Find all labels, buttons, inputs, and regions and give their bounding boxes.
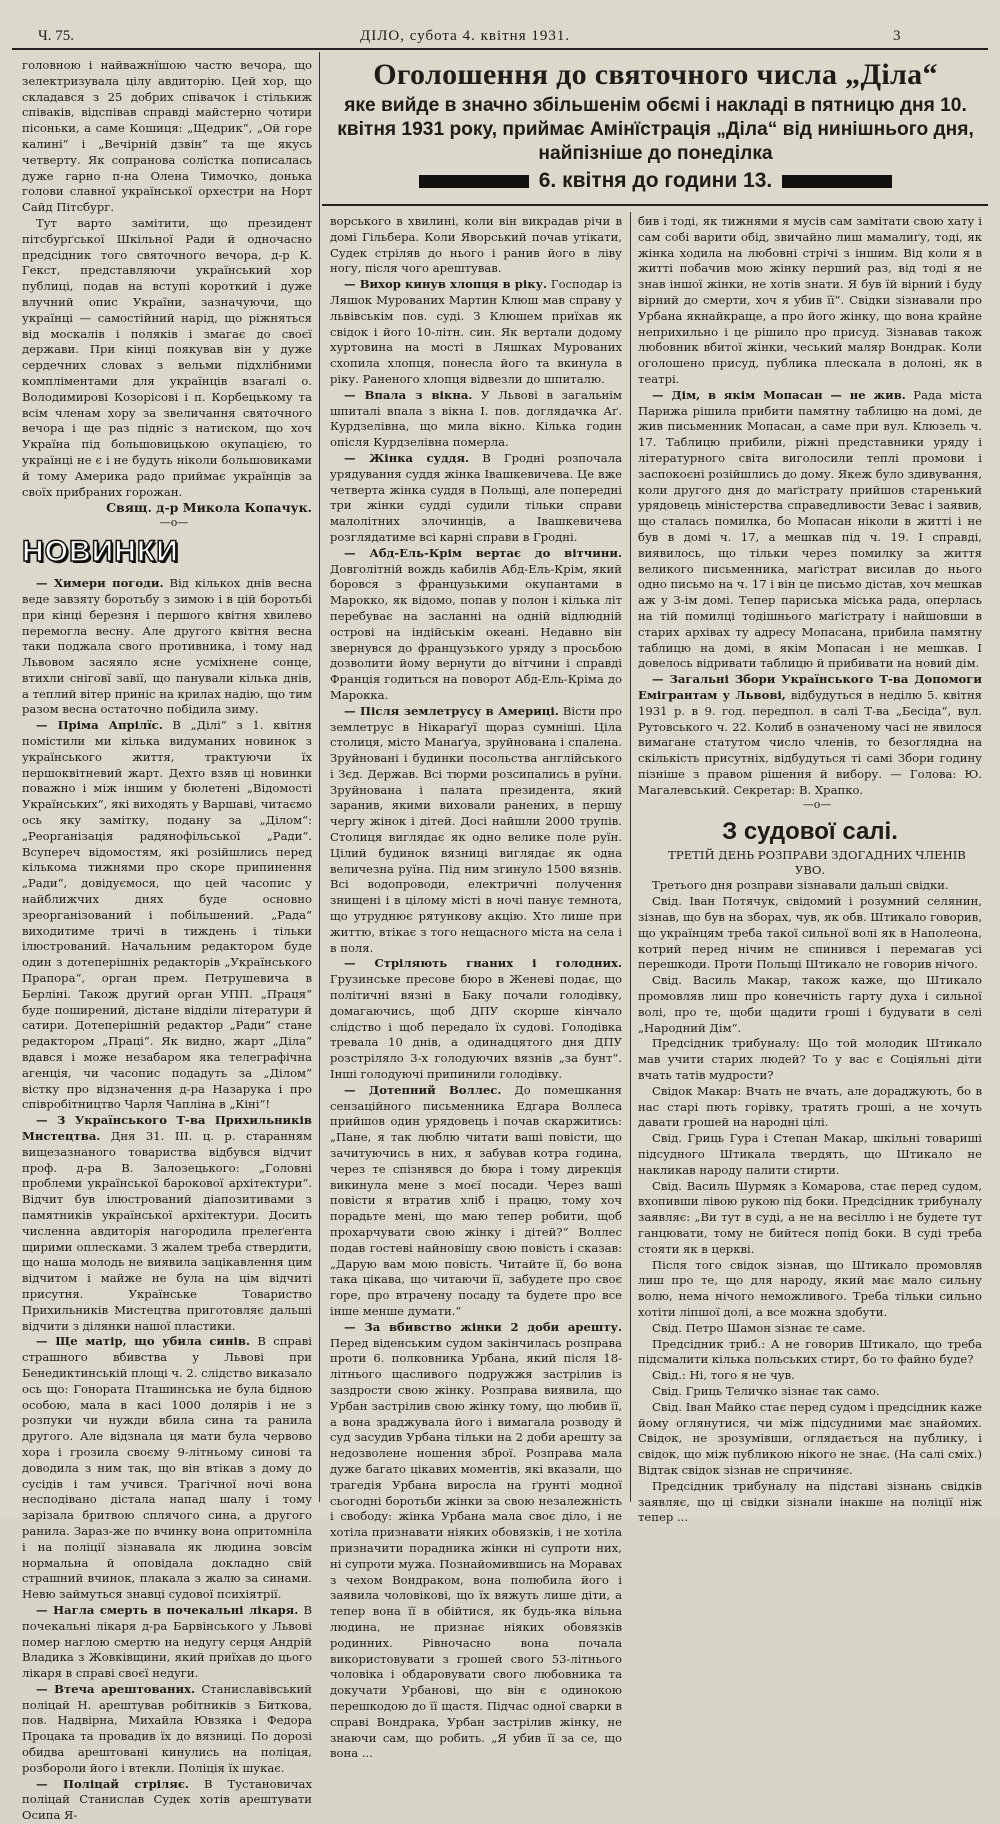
news-text: В Гродні розпочала урядування суддя жінка Івашкевичева. Це вже четверта жінка суддя в Польщі, але попередні три жінки судді судили тільки справи малолітних злочинців, а Івашкевичева розглядатиме всі карні справи в Гродні. [330, 450, 622, 544]
testimony-paragraph: Після того свідок зізнав, що Штикало промовляв лиш про те, що для народу, який має мало сильну волю, нема нічого неможливого. Треба тільки сильно хотіти ліпшої долі, а все можна здобути. [638, 1257, 982, 1319]
news-headline: — Пріма Апрілїс. [36, 718, 163, 733]
page-number: 3 [893, 28, 901, 44]
news-text: В почекальні лікаря д-ра Барвінського у Львові помер наглою смертю на недугу серця Андрій Владика з Жовківщини, який приїхав до цього лікаря в справі своєї недуги. [22, 1602, 313, 1681]
article-ending [22, 58, 312, 500]
news-list [22, 576, 312, 1824]
court-title: З судової салі. [722, 818, 898, 846]
news-text: Рада міста Парижа рішила прибити памятну таблицю на домі, де жив письменник Мопасан, а саме при вул. Клюзель ч. 17. Таблицю прибили, ріжні представники уряду і літературного світа виголосили теплі промови і заспокоєні розійшлись до дому. Якеж було здивування, коли другого дня до маґістрату прийшов старенький урядовець міністерства справедливости Зевас і заявив, що сталась помилка, бо Мопасан ніколи в житті і не був в домі ч. 17, а мешкав під ч. 19. І справді, виявилось, що тільки через помилку за життя великого письменника, маґістрат висилав до нього одно письмо на ч. 17 і він це письмо дістав, хоч мешкав аж у 3-ім домі. Тепер париська міська рада, оперлась на тій помилці тодішнього маґістрату і найшовши в старих архівах ту адресу Мопасана, прибила памятну таблицю на домі, в якім Мопасан і не мешкав. І довелось відривати таблицю й прибивати на новий дім. [638, 387, 983, 671]
testimony-paragraph: Предсідник трибуналу на підставі зізнань свідків заявляє, що ці свідки зізнали інакше на поліції ніж тепер ... [638, 1478, 982, 1525]
news-item [638, 214, 982, 388]
news-item [638, 388, 982, 672]
paragraph: Тут варто замітити, що президент пітсбурґської Шкільної Ради й одночасно предсідник того святочного вечора, д-р К. Гекст, представляючи український хор публиці, подав на вступі короткий і дуже влучний опис України, зазначуючи, що українці — самостійний нарід, що ріжняться від москалів і поляків і змагає до своєї держави. При кінці поякував він у дуже сердечних словах з вельми підхлібними компліментами для українців взагалі о. Володимирові Козорісові і п. Корбецькому та всім членам хору за звеличання святочного вечора і ще раз підніс з натиском, що хоч Україна під большовицькою окупацією, то українці не є і не будуть ніколи большовиками й тому Америка радо приймає українців за своїх прибраних горожан. [22, 215, 312, 499]
testimony-paragraph: Свід. Іван Майко стає перед судом і предсідник каже йому оглянутися, чи між підсудними має знайомих. Свідок, не зрозумівши, оглядається на публику, і свідок, що між публикою нікого не знає. (На салі сміх.) Відтак свідок зізнав не спричиняє. [638, 1399, 982, 1477]
news-headline: — Дотепний Воллес. [344, 1082, 502, 1097]
testimony-paragraph: Свід.: Ні, того я не чув. [652, 1368, 795, 1383]
column-1 [22, 58, 313, 1823]
news-item [22, 1334, 312, 1603]
court-report [638, 878, 982, 1526]
news-headline: — Нагла смерть в почекальні лікаря. [36, 1602, 299, 1617]
announcement [328, 58, 983, 198]
news-text: Дня 31. III. ц. р. старанням вищезазнаного товариства відбувся відчит проф. д-ра В. Залозецького: „Головні проблеми української барокової архітектури“. Відчит був ілюстрований діапозитивами з памятників української архітектури. Досить численна авдиторія нагородила прелеґента щирими оплесками. З жалем треба ствердити, що наша молодь не виявила зацікавлення цим відчитом і майже не була на цім відчиті присутня. Українське Товариство Прихильників Мистецтва приготовляє дальші відчити з ділянки нашої пластики. [22, 1129, 312, 1333]
news-item [22, 576, 312, 718]
separator: —o— [802, 798, 832, 812]
news-item [330, 451, 622, 546]
news-item [22, 1682, 312, 1777]
page-label: Ч. 75. [38, 28, 74, 44]
testimony-paragraph: Свід. Василь Макар, також каже, що Штикало промовляв лиш про конечність гарту духа і сильної волі, про те, щоби щадити гроші і будувати в селі „Народний Дім“. [638, 973, 982, 1035]
announcement-deadline-line [328, 168, 983, 194]
column-2 [330, 214, 623, 1761]
news-item [22, 1603, 312, 1682]
news-text: В Тустановичах поліцай Станислав Судек хотів арештувати Осипа Я- [22, 1776, 313, 1823]
testimony-paragraph: Третього дня розправи зізнавали дальші свідки. [652, 878, 949, 893]
testimony-paragraph: Свід. Гриць Теличко зізнає так само. [652, 1383, 880, 1398]
news-item [330, 1083, 622, 1320]
news-item [330, 956, 622, 1082]
decor-band [782, 175, 892, 188]
news-list [330, 214, 622, 1762]
announcement-title: Оголошення до святочного числа „Діла“ [373, 58, 938, 91]
news-text: Від кількох днів весна веде завзяту боротьбу з зимою і в цій боротьбі при кінці березня і першого квітня хвилево перемогла весну. Але другого квітня весна таки поджала свого противника, і тому над Львовом засяяло ясне усміхнене сонце, втихли сніговї завії, що панували кілька днів, а теплий вітер приніс на крилах надію, що тим разом весна остаточно побідила зиму. [22, 576, 312, 717]
separator: —o— [159, 516, 189, 530]
news-text: ворського в хвилині, коли він викрадав річи в домі Гільбера. Коли Яворський почав утікати, Судек стріляв до нього і ранив його в ліву ногу, після чого арештував. [330, 214, 622, 276]
news-headline: — Загальні Збори Українського Т-ва Допомоги Емігрантам у Львові, [638, 672, 982, 702]
news-headline: — За вбивство жінки 2 доби арешту. [344, 1319, 622, 1334]
news-list [638, 214, 982, 798]
news-headline: — Впала з вікна. [344, 387, 473, 402]
section-title: НОВИНКИ [22, 535, 179, 569]
news-headline: — Поліцай стріляє. [36, 1776, 189, 1791]
paragraph: головною і найважнїшою частю вечора, що зелектризувала цілу авдиторію. Цей хор, що складався з 25 добрих співачок і стількиж співаків, відспівав справді майстерно чотири пісоньки, а саме Кошиця: „Щедрик“, „Ой горе калині“ і „Вечірній дзвін“ та ще якусь четверту. Як сопранова солістка пописалась дуже гарно п-на Олена Тимочко, донька голови славної української орхестри на Норт Сайд Пітсбург. [22, 58, 312, 215]
testimony-paragraph: Свідок Макар: Вчать не вчать, але дораджують, бо в нас старі пють горівку, тратять гроші, а не хочуть давати грошей на народні цілі. [638, 1083, 982, 1130]
news-item [330, 704, 622, 957]
news-text: відбудуться в неділю 5. квітня 1931 р. в 9. год. передпол. в салі Т-ва „Бесіда“, вул. Рутовського ч. 22. Колиб в означеному часі не явилося вимагане статутом число членів, то безоглядна на скількість присутніх, відбудуться ті самі Збори годину пізніше з правом рішення й вибору. — Голова: Ю. Магалевський. Секретар: В. Храпко. [638, 687, 982, 797]
news-headline: — Втеча арештованих. [36, 1681, 196, 1696]
column-rule [630, 212, 631, 1502]
news-text: До помешкання сензаційного письменника Едгара Воллеса прийшов один урядовець і почав скаржитись: „Пане, я так люблю читати ваші повісти, що зачитуючись в них, я забував котра година, через те спізнявся до бюра і тому дирекція викинула мене з моєї посади. Через ваші повісти я втратив хліб і працю, тому хоч порадьте мені, що маю тепер робити, щоб прохарчувати свою жінку і дітей?“ Воллес подав гостеві найновішу свою повість і сказав: „Дарую вам мою повість. Читайте її, бо вона така цікава, що читаючи її, забудете про своє горе, про втрачену посаду та будете про все інше менше думати.“ [330, 1082, 622, 1318]
decor-band [419, 175, 529, 188]
news-text: У Львові в загальнім шпиталі впала з вікна І. пов. доглядачка Аґ. Курдзелівна, що мила вікно. Кілька годин опісля Курдзелівна померла. [330, 387, 623, 450]
news-item [638, 672, 982, 798]
news-headline: — Жінка суддя. [344, 450, 470, 465]
column-rule [319, 52, 320, 1502]
news-item [330, 388, 622, 451]
news-headline: — Вихор кинув хлопця в ріку. [344, 277, 548, 292]
testimony-paragraph: Предсідник триб.: А не говорив Штикало, що треба підсмалити кілька польських стирт, бо то файно буде? [638, 1336, 982, 1367]
testimony-paragraph: Свід. Василь Шурмяк з Комарова, стає перед судом, вхопивши лівою рукою під боки. Предсідник трибуналу заявляє: „Ви тут в суді, а не на весіллю і не будете тут ганцювати, тому не бийтеся попід боки. В суді треба стояти як в церкві. [638, 1178, 982, 1256]
testimony-paragraph: Свід. Гриць Гура і Степан Макар, шкільні товариші підсудного Штикала твердять, що Штикало не накликав народу палити стирти. [638, 1131, 982, 1177]
news-item [330, 214, 622, 277]
news-item [22, 718, 312, 1113]
news-headline: — Дім, в якім Мопасан — не жив. [652, 387, 906, 402]
news-text: Господар із Ляшок Мурованих Мартин Клюш мав справу у львівськім пов. суді. З Клюшем приїхав як свідок і його 10-літн. син. Як вертали додому хуртовина на мості в Ляшках Мурованих схопила хлопця, понесла його та вкинула в ріку. Раненого хлопця відвезли до шпиталю. [330, 277, 623, 386]
news-item [330, 546, 622, 704]
testimony-paragraph: Свід. Петро Шамон зізнає те саме. [652, 1320, 866, 1335]
news-item [330, 277, 622, 388]
news-headline: — З Українського Т-ва Прихильників Мистецтва. [22, 1113, 312, 1143]
news-item [330, 1320, 622, 1762]
column-3 [638, 214, 983, 1525]
news-item [22, 1113, 312, 1334]
news-text: Довголітній вождь кабилів Абд-Ель-Крім, який боровся з французькими окупантами в Марокко, як відомо, попав у полон і кілька літ перебуває на засланні на одній відлюдній острові на індійськім океані. Недавно він звернувся до французького уряду з просьбою дозволити йому вернути до вітчини і справді Франція годиться на поворот Абд-Ель-Кріма до Марокка. [330, 561, 622, 702]
news-headline: — Стріляють гнаних і голодних. [344, 956, 622, 971]
news-text: Грузинське пресове бюро в Женеві подає, що політичні вязні в Баку почали голодівку, домагаючись, щоб ДПУ скорше кінчало слідство і щоб передало їх судові. Голодівка тревала 10 днів, а одинадцятого дня ДПУ розстріляло 3-х голодуючих вязнів „за бунт“. Інші голодуючі припинили голодівку. [330, 972, 622, 1082]
news-text: бив і тоді, як тижнями я мусів сам замітати свою хату і сам собі варити обід, звичайно лиш мамалиґу, тоді, як жінка ходила на любовні стрічі з іншим. Від коли я в житті побачив мою жінку перший раз, від тоді я не знав іншої жінки, не хотів знати. Я був їй вірний і буду вірний до смерти, хоч я убив її“. Свідки зізнавали про Урбана якнайкраще, а про його жінку, що вона крайне неприхильно і це рішило про присуд. Зізнавав також любовник вбитої жінки, чеський маляр Вондрак. Коли оголошено присуд, публика плескала в долоні, як в театрі. [638, 214, 982, 386]
signature: Свящ. д-р Микола Копачук. [106, 500, 312, 516]
news-text: В справі страшного вбивства у Львові при Бенедиктинській площі ч. 2. слідство виказало ось що: Гонората Пташинська не була бідною особою, мала в касі 1000 долярів і не з розпуки чи нужди вбила сина та ранила другого. Але відзнала ця мати була червово хора і грозила своєму 9-літньому синові та доводила з ним так, що він втікав з дому до сусідів і там учився. Трагічної ночі вона несподівано дістала напад шалу і тому зарізала бритвою сплячого сина, а другого ранила. Зараз-же по вчинку вона опритомніла і на поліції зізнавала як людина зовсім нормальна й оповідала докладно свій страшний вчинок, плакала з жалю за синами. Невю займуться знавці судової психіятрії. [22, 1334, 312, 1602]
header-rule [12, 48, 988, 50]
news-headline: — Після землетрусу в Америці. [344, 703, 559, 718]
news-headline: — Ще матір, що убила синів. [36, 1334, 251, 1349]
news-text: Вісти про землетрус в Нікараґуї щораз сумніші. Ціла столиця, місто Манаґуа, зруйнована і спалена. Зруйновані і будинки посольства англійського і Зєд. Держав. Всі тюрми розсипались в руїни. Зруйнована і палата президента, який заранив, якими виховали ранених, в першу чергу жінок і дітей. Досі найшли 2000 трупів. Столиця виглядає як одно велике поле руїн. Цілий будинок вязниці виглядає як одна величезна руїна. Під ним згинуло 1500 вязнів. Всі водопроводи, електричні получення знищені і в цілому місті в ночі панує темнота, що утруднює рятункову акцію. Хто лише при життю, втікає з того нещасного міста на села і в поля. [330, 703, 622, 955]
news-item [22, 1777, 312, 1824]
news-text: Перед віденським судом закінчилась розправа проти 6. полковника Урбана, який після 18-літнього щасливого подружжя застрілив із заздрости свою жінку. Розправа виявила, що Урбан застрілив свою жінку тому, що любив її, а вона зраджувала його і вимагала розводу й суд засудив Урбана тільки на 2 доби арешту за недозволене ношення зброї. Розправа мала дуже багато цікавих моментів, які вказали, що трагедія Урбана виросла на ґрунті модної сьогодні боротьби жінки за свою незалежність і свободу: жінка Урбана мала своє діло, і не хотіла признавати ніяких обовязків, і не хотіла призначити порадника жінки ні супроти них, ні супроти мужа. Познайомившись на Моравах з чехом Вондраком, вона полюбила його і заявила чоловікові, що їх вяжуть лише діти, а тепер вона її в обійтися, як будь-яка вільна людина, не признає ніяких обовязків родинних. Рівночасно вона почала використовувати з грошей свого 53-літнього чоловіка і обдаровувати свого любовника та докучати Урбанові, що він є одинокою перешкодою до її щастя. Підчас одної сварки в справі Вондрака, Урбан застрілив жінку, не знаючи сам, що робить. „Я убив її за се, що вона ... [330, 1335, 622, 1761]
announcement-rule [322, 204, 988, 206]
court-subtitle: ТРЕТІЙ ДЕНЬ РОЗПРАВИ ЗДОГАДНИХ ЧЛЕНІВ УВО. [668, 848, 966, 878]
news-headline: — Химери погоди. [36, 576, 164, 591]
news-headline: — Абд-Ель-Крім вертає до вітчини. [344, 545, 622, 560]
masthead: ДІЛО, субота 4. квітня 1931. [360, 28, 571, 44]
news-text: Станиславівський поліцай Н. арештував робітників з Биткова, пов. Надвірна, Михайла Ювзяка і Федора Процака та провадив їх до вязниці. По дорозі обидва арештовані кинулись на поліцая, розбороли його і втекли. Поліція їх шукає. [22, 1681, 313, 1775]
testimony-paragraph: Свід. Іван Потячук, свідомий і розумний селянин, зізнав, що був на зборах, чув, як обв. Штикало говорив, що українцям треба такої сильної волі як в Наполеона, котрий перед нічим не спинився і перемагав усі перешкоди. Проти Польщі Штикало не говорив нічого. [638, 894, 982, 972]
announcement-deadline: 6. квітня до години 13. [538, 169, 773, 192]
news-text: В „Ділі“ з 1. квітня помістили ми кілька видуманих новинок з українського життя, трактуючи їх першоквітневий жарт. Дехто взяв ці новинки поважно і між іншим у бюлетені „Відомості Українських“, які виходять у Варшаві, читаємо ось яку замітку, подану за „Ділом“: „Реорганізація радянофільської „Ради“. Всупереч відомостям, які розійшлись перед кількома тижнями про скоре припинення „Ради“, довідуємося, що цей часопис у найближчих днях буде основно зреорганізований і побільшений. „Рада“ виходитиме тричі в тиждень і тільки ілюстрований. Начальним редактором буде один з дотеперішніх редакторів „Українського Прапора“, орган прем. Петрушевича в Берліні. Також другий орган УПП. „Праця“ буде поширений, дістане відділи літератури й сатири. Дотеперішній редактор „Ради“ стане редактором „Праці“. Як видно, жарт „Діла“ вдався і може незабаром яка телеграфічна агенція, чи часопис подадуть за „Ділом“ вістку про відзначення д-ра Назарука і про співробітництво Чарля Чапліна в „Кіні“! [22, 718, 313, 1112]
testimony-paragraph: Предсідник трибуналу: Що той молодик Штикало мав учити старих людей? То у вас є Соціяльні діти вчать татів мудрости? [638, 1036, 982, 1083]
announcement-body: яке вийде в значно збільшенім обємі і накладі в пятницю дня 10. квітня 1931 року, приймає Амінїстрація „Діла“ від нинішнього дня, найпізніше до понеділка [337, 95, 974, 164]
